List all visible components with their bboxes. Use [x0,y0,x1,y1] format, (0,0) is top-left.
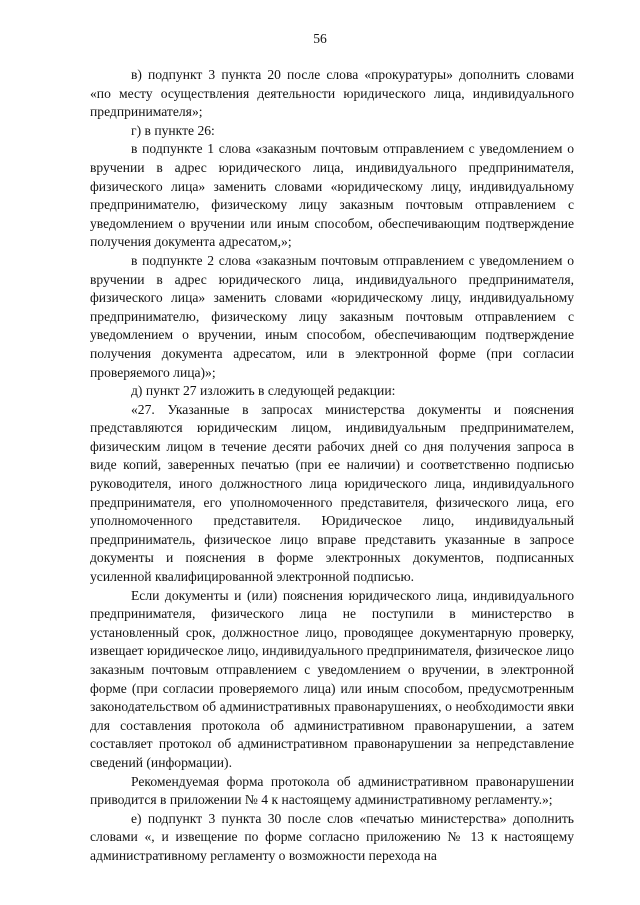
paragraph-subpoint-2: в подпункте 2 слова «заказным почтовым отправлением с уведомлением о вручении в адрес юридического лица, индивидуального предпринимателя, физического лица» заменить словами «юридическому лицу, индивидуальному предпринимателю, физическому лицу заказным почтовым отправлением с уведомлением о вручении, иным способом, обеспечивающим подтверждение получения документа адресатом, или в электронной форме (при согласии проверяемого лица)»; [90,252,574,380]
paragraph-v-subpoint-3-point-20: в) подпункт 3 пункта 20 после слова «прокуратуры» дополнить словами «по месту осуществления деятельности юридического лица, индивидуального предпринимателя»; [90,67,574,120]
paragraph-if-documents: Если документы и (или) пояснения юридического лица, индивидуального предпринимателя, физического лица не поступили в министерство в установленный срок, должностное лицо, проводящее документарную проверку, извещает юридическое лицо, индивидуального предпринимателя, физическое лицо заказным почтовым отправлением с уведомлением о вручении, в электронной форме (при согласии проверяемого лица) или иным способом, предусмотренным законодательством об административных правонарушениях, о необходимости явки для составления протокола об административном правонарушении, а затем составляет протокол об административном правонарушении за непредставление сведений (информации). [90,587,574,770]
paragraph-point-27-text: «27. Указанные в запросах министерства документы и пояснения представляются юридическим лицом, индивидуальным предпринимателем, физическим лицом в течение десяти рабочих дней со дня получения запроса в виде копий, заверенных печатью (при ее наличии) и соответственно подписью руководителя, иного должностного лица юридического лица, индивидуального предпринимателя, его уполномоченного представителя, физического лица, его уполномоченного представителя. Юридическое лицо, индивидуальный предприниматель, физическое лицо вправе представить указанные в запросе документы и пояснения в форме электронных документов, подписанных усиленной квалифицированной электронной подписью. [90,401,574,585]
paragraph-g-point-26: г) в пункте 26: [131,122,215,138]
paragraph-d-point-27: д) пункт 27 изложить в следующей редакции: [131,383,396,399]
document-body [90,66,574,866]
paragraph-recommended-form: Рекомендуемая форма протокола об административном правонарушении приводится в приложении № 4 к настоящему административному регламенту.»; [90,773,574,808]
paragraph-e-subpoint-3-point-30: е) подпункт 3 пункта 30 после слов «печатью министерства» дополнить словами «, и извещение по форме согласно приложению № 13 к настоящему административному регламенту о возможности перехода на [90,810,574,863]
page-number: 56 [313,31,327,46]
paragraph-subpoint-1: в подпункте 1 слова «заказным почтовым отправлением с уведомлением о вручении в адрес юридического лица, индивидуального предпринимателя, физического лица» заменить словами «юридическому лицу, индивидуальному предпринимателю, физическому лицу заказным почтовым отправлением с уведомлением о вручении или иным способом, обеспечивающим подтверждение получения документа адресатом,»; [90,141,574,250]
